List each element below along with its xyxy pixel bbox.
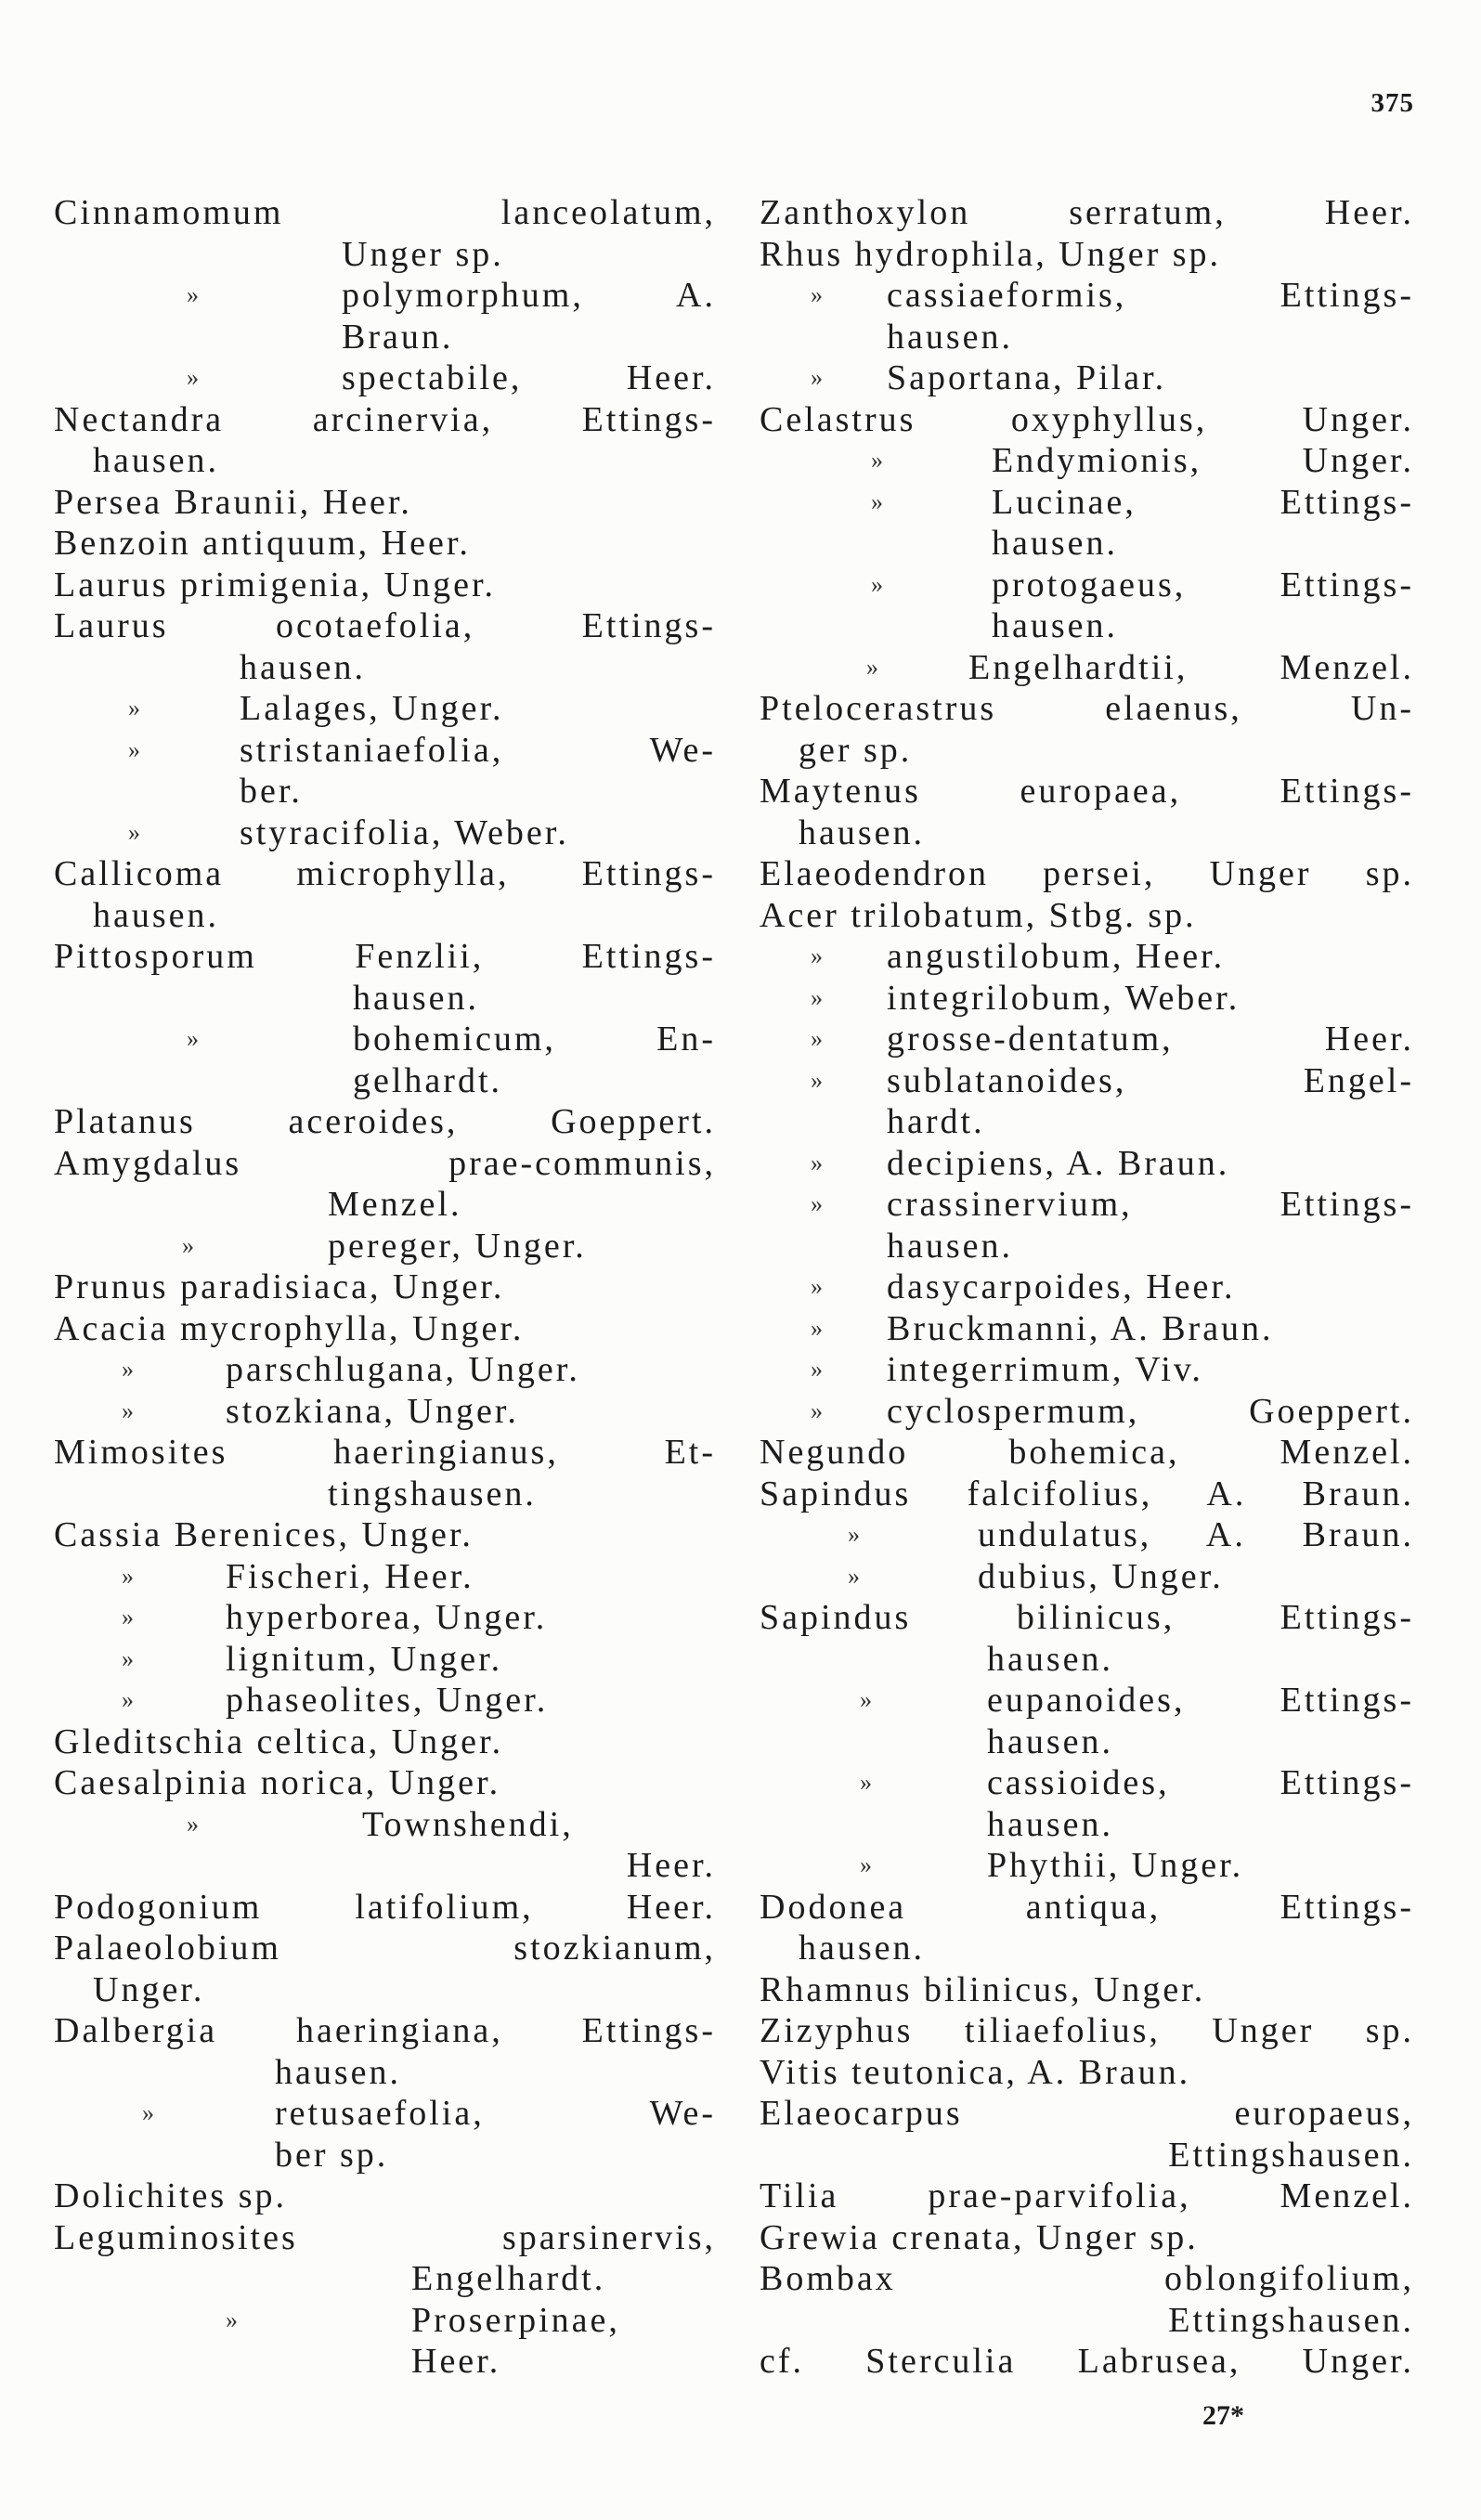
right-column-line: Ettingshausen. [1168, 2135, 1414, 2175]
entry-text: Saportana, Pilar. [887, 358, 1167, 397]
ditto-mark: » [122, 1604, 134, 1630]
left-column-line [54, 812, 716, 854]
entry-text: Menzel. [328, 1185, 462, 1224]
entry-text: retusaefolia, We- [275, 2094, 716, 2133]
right-column-line [760, 1639, 1414, 1681]
right-column-line [760, 1349, 1414, 1391]
entry-text: styracifolia, Weber. [240, 812, 569, 852]
left-column-line [54, 688, 716, 730]
entry-text: bohemicum, En- [353, 1020, 716, 1059]
entry-text: Vitis teutonica, A. Braun. [760, 2052, 1191, 2092]
entry-text: Persea Braunii, Heer. [54, 482, 412, 522]
left-column-line [54, 523, 716, 565]
right-column-line [760, 1556, 1414, 1598]
entry-text: spectabile, Heer. [342, 358, 716, 397]
right-column-line [760, 1308, 1414, 1350]
ditto-mark: » [122, 1356, 134, 1383]
ditto-mark: » [811, 281, 823, 308]
entry-text: Dalbergia haeringiana, Ettings- [54, 2011, 716, 2050]
right-column-line [760, 1143, 1414, 1185]
left-column-line [54, 399, 716, 441]
left-column-line [54, 1556, 716, 1598]
entry-text: undulatus, A. Braun. [978, 1515, 1414, 1554]
entry-text: Proserpinae, [411, 2300, 620, 2340]
right-column-line [760, 523, 1414, 565]
entry-text: cassiaeformis, Ettings- [887, 276, 1414, 315]
right-column-line [760, 936, 1414, 978]
entry-text: Laurus ocotaefolia, Ettings- [54, 606, 716, 645]
entry-text: grosse-dentatum, Heer. [887, 1020, 1414, 1059]
ditto-mark: » [811, 1066, 823, 1094]
left-column-line [54, 1226, 716, 1267]
entry-text: Negundo bohemica, Menzel. [760, 1433, 1414, 1472]
left-column-line [54, 1474, 716, 1515]
entry-text: Endymionis, Unger. [992, 441, 1414, 480]
ditto-mark: » [811, 983, 823, 1011]
left-column-line [54, 1680, 716, 1721]
ditto-mark: » [226, 2306, 238, 2333]
right-column-line [760, 2093, 1414, 2135]
entry-text: integerrimum, Viv. [887, 1350, 1203, 1389]
left-column-line [54, 895, 716, 937]
entry-text: sublatanoides, Engel- [887, 1060, 1414, 1100]
entry-text: hausen. [799, 812, 926, 852]
ditto-mark: » [860, 1686, 872, 1713]
entry-text: Benzoin antiquum, Heer. [54, 524, 471, 563]
entry-text: cassioides, Ettings- [987, 1763, 1414, 1802]
left-column-line [54, 234, 716, 276]
entry-text: Phythii, Unger. [987, 1846, 1244, 1885]
right-column-line [760, 1845, 1414, 1887]
entry-text: hausen. [275, 2052, 402, 2092]
entry-text: integrilobum, Weber. [887, 978, 1241, 1018]
entry-text: decipiens, A. Braun. [887, 1143, 1230, 1183]
left-column-line [54, 2341, 716, 2383]
left-column-line [54, 565, 716, 606]
left-column-line [54, 647, 716, 689]
entry-text: Townshendi, [362, 1804, 574, 1844]
entry-text: polymorphum, A. [342, 276, 716, 315]
signature-mark: 27* [1202, 2400, 1244, 2431]
entry-text: Fischeri, Heer. [226, 1556, 474, 1596]
right-column-line [760, 812, 1414, 854]
ditto-mark: » [182, 1231, 194, 1259]
ditto-mark: » [811, 1314, 823, 1342]
left-column-line [54, 730, 716, 772]
entry-text: Bruckmanni, A. Braun. [887, 1308, 1274, 1348]
entry-text: parschlugana, Unger. [226, 1350, 580, 1389]
entry-text: cyclospermum, Goeppert. [887, 1391, 1414, 1431]
ditto-mark: » [811, 1149, 823, 1176]
right-column-line [760, 317, 1414, 358]
entry-text: angustilobum, Heer. [887, 937, 1226, 976]
entry-text: Dodonea antiqua, Ettings- [760, 1887, 1414, 1927]
right-column-line [760, 1474, 1414, 1515]
entry-text: Rhamnus bilinicus, Unger. [760, 1969, 1206, 2009]
entry-text: ber. [240, 772, 303, 811]
right-column-line [760, 2052, 1414, 2094]
left-column-line [54, 2052, 716, 2094]
ditto-mark: » [187, 281, 199, 308]
entry-text: hausen. [987, 1804, 1114, 1844]
entry-text: ger sp. [799, 730, 913, 770]
left-column-line [54, 1266, 716, 1308]
entry-text: Sapindus bilinicus, Ettings- [760, 1598, 1414, 1637]
left-column-line [54, 1639, 716, 1681]
right-column [760, 192, 1414, 2383]
ditto-mark: » [811, 1190, 823, 1217]
left-column-line [54, 1060, 716, 1102]
left-column-line [54, 1349, 716, 1391]
entry-text: Elaeocarpus europaeus, [760, 2094, 1414, 2133]
right-column-line [760, 234, 1414, 276]
right-column-line [760, 1969, 1414, 2011]
entry-text: hausen. [992, 524, 1119, 563]
entry-text: Grewia crenata, Unger sp. [760, 2217, 1199, 2257]
left-column-line [54, 1308, 716, 1350]
entry-text: crassinervium, Ettings- [887, 1185, 1414, 1224]
right-column-line [760, 1597, 1414, 1639]
right-column-line [760, 1184, 1414, 1226]
entry-text: Acacia mycrophylla, Unger. [54, 1308, 525, 1348]
ditto-mark: » [122, 1686, 134, 1713]
right-column-line [760, 357, 1414, 399]
left-column-line [54, 1019, 716, 1060]
left-column-line [54, 482, 716, 524]
left-column-line [54, 2010, 716, 2052]
ditto-mark: » [187, 1025, 199, 1052]
right-column-line [760, 2341, 1414, 2383]
left-column-line [54, 1432, 716, 1474]
entry-text: Callicoma microphylla, Ettings- [54, 854, 716, 893]
left-column-line [54, 1391, 716, 1433]
ditto-mark: » [811, 1273, 823, 1300]
right-column-line [760, 440, 1414, 482]
entry-text: eupanoides, Ettings- [987, 1681, 1414, 1720]
left-column-line [54, 192, 716, 234]
ditto-mark: » [122, 1396, 134, 1424]
page-number: 375 [1371, 88, 1414, 118]
entry-text: Ptelocerastrus elaenus, Un- [760, 689, 1414, 728]
right-column-line [760, 978, 1414, 1020]
entry-text: Acer trilobatum, Stbg. sp. [760, 895, 1197, 935]
entry-text: Cassia Berenices, Unger. [54, 1515, 474, 1554]
entry-text: Mimosites haeringianus, Et- [54, 1433, 716, 1472]
ditto-mark: » [811, 1356, 823, 1383]
right-column-line [760, 771, 1414, 812]
entry-text: hausen. [987, 1721, 1114, 1761]
right-column-line [760, 1060, 1414, 1102]
right-column-line [760, 482, 1414, 524]
entry-text: Sapindus falcifolius, A. Braun. [760, 1474, 1414, 1513]
entry-text: Podogonium latifolium, Heer. [54, 1887, 716, 1927]
entry-text: stristaniaefolia, We- [240, 730, 716, 770]
ditto-mark: » [187, 1810, 199, 1838]
right-column-line [760, 895, 1414, 937]
right-column-line [760, 399, 1414, 441]
right-column-line [760, 1762, 1414, 1804]
entry-text: Dolichites sp. [54, 2176, 287, 2215]
entry-text: Lucinae, Ettings- [992, 482, 1414, 522]
left-column-line [54, 1143, 716, 1185]
right-column-line [760, 688, 1414, 730]
left-column-line [54, 1597, 716, 1639]
left-column-line [54, 357, 716, 399]
left-column-line: Heer. [626, 1846, 716, 1885]
entry-text: hausen. [93, 895, 220, 935]
entry-text: hausen. [240, 647, 367, 687]
right-column-line [760, 2258, 1414, 2300]
ditto-mark: » [871, 570, 883, 598]
left-column-line [54, 1721, 716, 1763]
entry-text: Caesalpinia norica, Unger. [54, 1763, 501, 1802]
entry-text: Lalages, Unger. [240, 689, 504, 728]
entry-text: Unger. [93, 1969, 205, 2009]
ditto-mark: » [871, 447, 883, 474]
entry-text: lignitum, Unger. [226, 1639, 503, 1679]
left-column-line [54, 771, 716, 812]
ditto-mark: » [187, 364, 199, 391]
entry-text: ber sp. [275, 2135, 389, 2175]
right-column-line [760, 647, 1414, 689]
ditto-mark: » [811, 1396, 823, 1424]
entry-text: Leguminosites sparsinervis, [54, 2217, 716, 2257]
right-column-line [760, 1266, 1414, 1308]
ditto-mark: » [128, 735, 140, 763]
entry-text: Pittosporum Fenzlii, Ettings- [54, 937, 716, 976]
right-column-line [760, 1804, 1414, 1846]
left-column-line [54, 1184, 716, 1226]
left-column-line [54, 1887, 716, 1929]
right-column-line [760, 1887, 1414, 1929]
entry-text: Prunus paradisiaca, Unger. [54, 1267, 505, 1306]
entry-text: Laurus primigenia, Unger. [54, 565, 497, 604]
left-column-line [54, 1804, 716, 1846]
right-column-line [760, 192, 1414, 234]
left-column-line [54, 1101, 716, 1143]
entry-text: tingshausen. [328, 1474, 537, 1513]
entry-text: Maytenus europaea, Ettings- [760, 772, 1414, 811]
ditto-mark: » [871, 487, 883, 515]
left-column-line [54, 853, 716, 895]
entry-text: dasycarpoides, Heer. [887, 1267, 1236, 1306]
right-column-line [760, 565, 1414, 606]
entry-text: Celastrus oxyphyllus, Unger. [760, 399, 1414, 439]
entry-text: Engelhardt. [411, 2259, 606, 2298]
ditto-mark: » [848, 1562, 860, 1590]
entry-text: Unger sp. [342, 234, 504, 274]
entry-text: Tilia prae-parvifolia, Menzel. [760, 2176, 1414, 2215]
left-column-line [54, 1928, 716, 1969]
entry-text: Palaeolobium stozkianum, [54, 1929, 716, 1968]
entry-text: Braun. [342, 317, 454, 357]
right-column-line [760, 275, 1414, 317]
ditto-mark: » [122, 1644, 134, 1672]
right-column-line [760, 2217, 1414, 2259]
ditto-mark: » [122, 1562, 134, 1590]
right-column-line [760, 1432, 1414, 1474]
entry-text: Rhus hydrophila, Unger sp. [760, 234, 1222, 274]
ditto-mark: » [860, 1851, 872, 1878]
left-column [54, 192, 716, 2383]
entry-text: hausen. [799, 1929, 926, 1968]
entry-text: gelhardt. [353, 1060, 503, 1100]
left-column-line [54, 2176, 716, 2217]
ditto-mark: » [811, 1025, 823, 1052]
entry-text: hardt. [887, 1102, 985, 1141]
left-column-line [54, 2135, 716, 2176]
right-column-line: Ettingshausen. [1168, 2300, 1414, 2340]
left-column-line [54, 317, 716, 358]
entry-text: phaseolites, Unger. [226, 1681, 549, 1720]
entry-text: Cinnamomum lanceolatum, [54, 193, 716, 232]
left-column-line [54, 2258, 716, 2300]
left-column-line [54, 1762, 716, 1804]
ditto-mark: » [860, 1769, 872, 1796]
entry-text: hausen. [987, 1639, 1114, 1679]
ditto-mark: » [128, 818, 140, 846]
right-column-line [760, 1721, 1414, 1763]
left-column-line [54, 2217, 716, 2259]
ditto-mark: » [128, 695, 140, 721]
entry-text: Elaeodendron persei, Unger sp. [760, 854, 1414, 893]
right-column-line [760, 730, 1414, 772]
entry-text: Gleditschia celtica, Unger. [54, 1721, 504, 1761]
entry-text: Engelhardtii, Menzel. [968, 647, 1414, 687]
right-column-line [760, 1019, 1414, 1060]
right-column-line [760, 605, 1414, 647]
left-column-line [54, 1514, 716, 1556]
right-column-line [760, 2010, 1414, 2052]
entry-text: protogaeus, Ettings- [992, 565, 1414, 604]
entry-text: Heer. [411, 2342, 501, 2381]
entry-text: Platanus aceroides, Goeppert. [54, 1102, 716, 1141]
right-column-line [760, 1226, 1414, 1267]
entry-text: hyperborea, Unger. [226, 1598, 548, 1637]
entry-text: hausen. [992, 606, 1119, 645]
left-column-line [54, 605, 716, 647]
entry-text: cf. Sterculia Labrusea, Unger. [760, 2342, 1414, 2381]
right-column-line [760, 2176, 1414, 2217]
entry-text: stozkiana, Unger. [226, 1391, 519, 1431]
left-column-line [54, 1969, 716, 2011]
entry-text: hausen. [887, 317, 1014, 357]
left-column-line [54, 440, 716, 482]
ditto-mark: » [811, 364, 823, 391]
right-column-line [760, 853, 1414, 895]
entry-text: Zizyphus tiliaefolius, Unger sp. [760, 2011, 1414, 2050]
right-column-line [760, 1928, 1414, 1969]
right-column-line [760, 1680, 1414, 1721]
left-column-line [54, 2093, 716, 2135]
entry-text: pereger, Unger. [328, 1226, 587, 1266]
entry-text: Amygdalus prae-communis, [54, 1143, 716, 1183]
left-column-line [54, 275, 716, 317]
entry-text: hausen. [353, 978, 480, 1018]
entry-text: hausen. [93, 441, 220, 480]
ditto-mark: » [142, 2099, 154, 2126]
right-column-line [760, 1514, 1414, 1556]
right-column-line [760, 1391, 1414, 1433]
entry-text: hausen. [887, 1226, 1014, 1266]
left-column-line [54, 978, 716, 1020]
entry-text: Nectandra arcinervia, Ettings- [54, 399, 716, 439]
right-column-line [760, 1101, 1414, 1143]
entry-text: Bombax oblongifolium, [760, 2259, 1414, 2298]
left-column-line [54, 2300, 716, 2342]
ditto-mark: » [848, 1521, 860, 1548]
entry-text: dubius, Unger. [978, 1556, 1224, 1596]
entry-text: Zanthoxylon serratum, Heer. [760, 193, 1414, 232]
ditto-mark: » [811, 942, 823, 969]
left-column-line [54, 936, 716, 978]
ditto-mark: » [866, 653, 878, 681]
